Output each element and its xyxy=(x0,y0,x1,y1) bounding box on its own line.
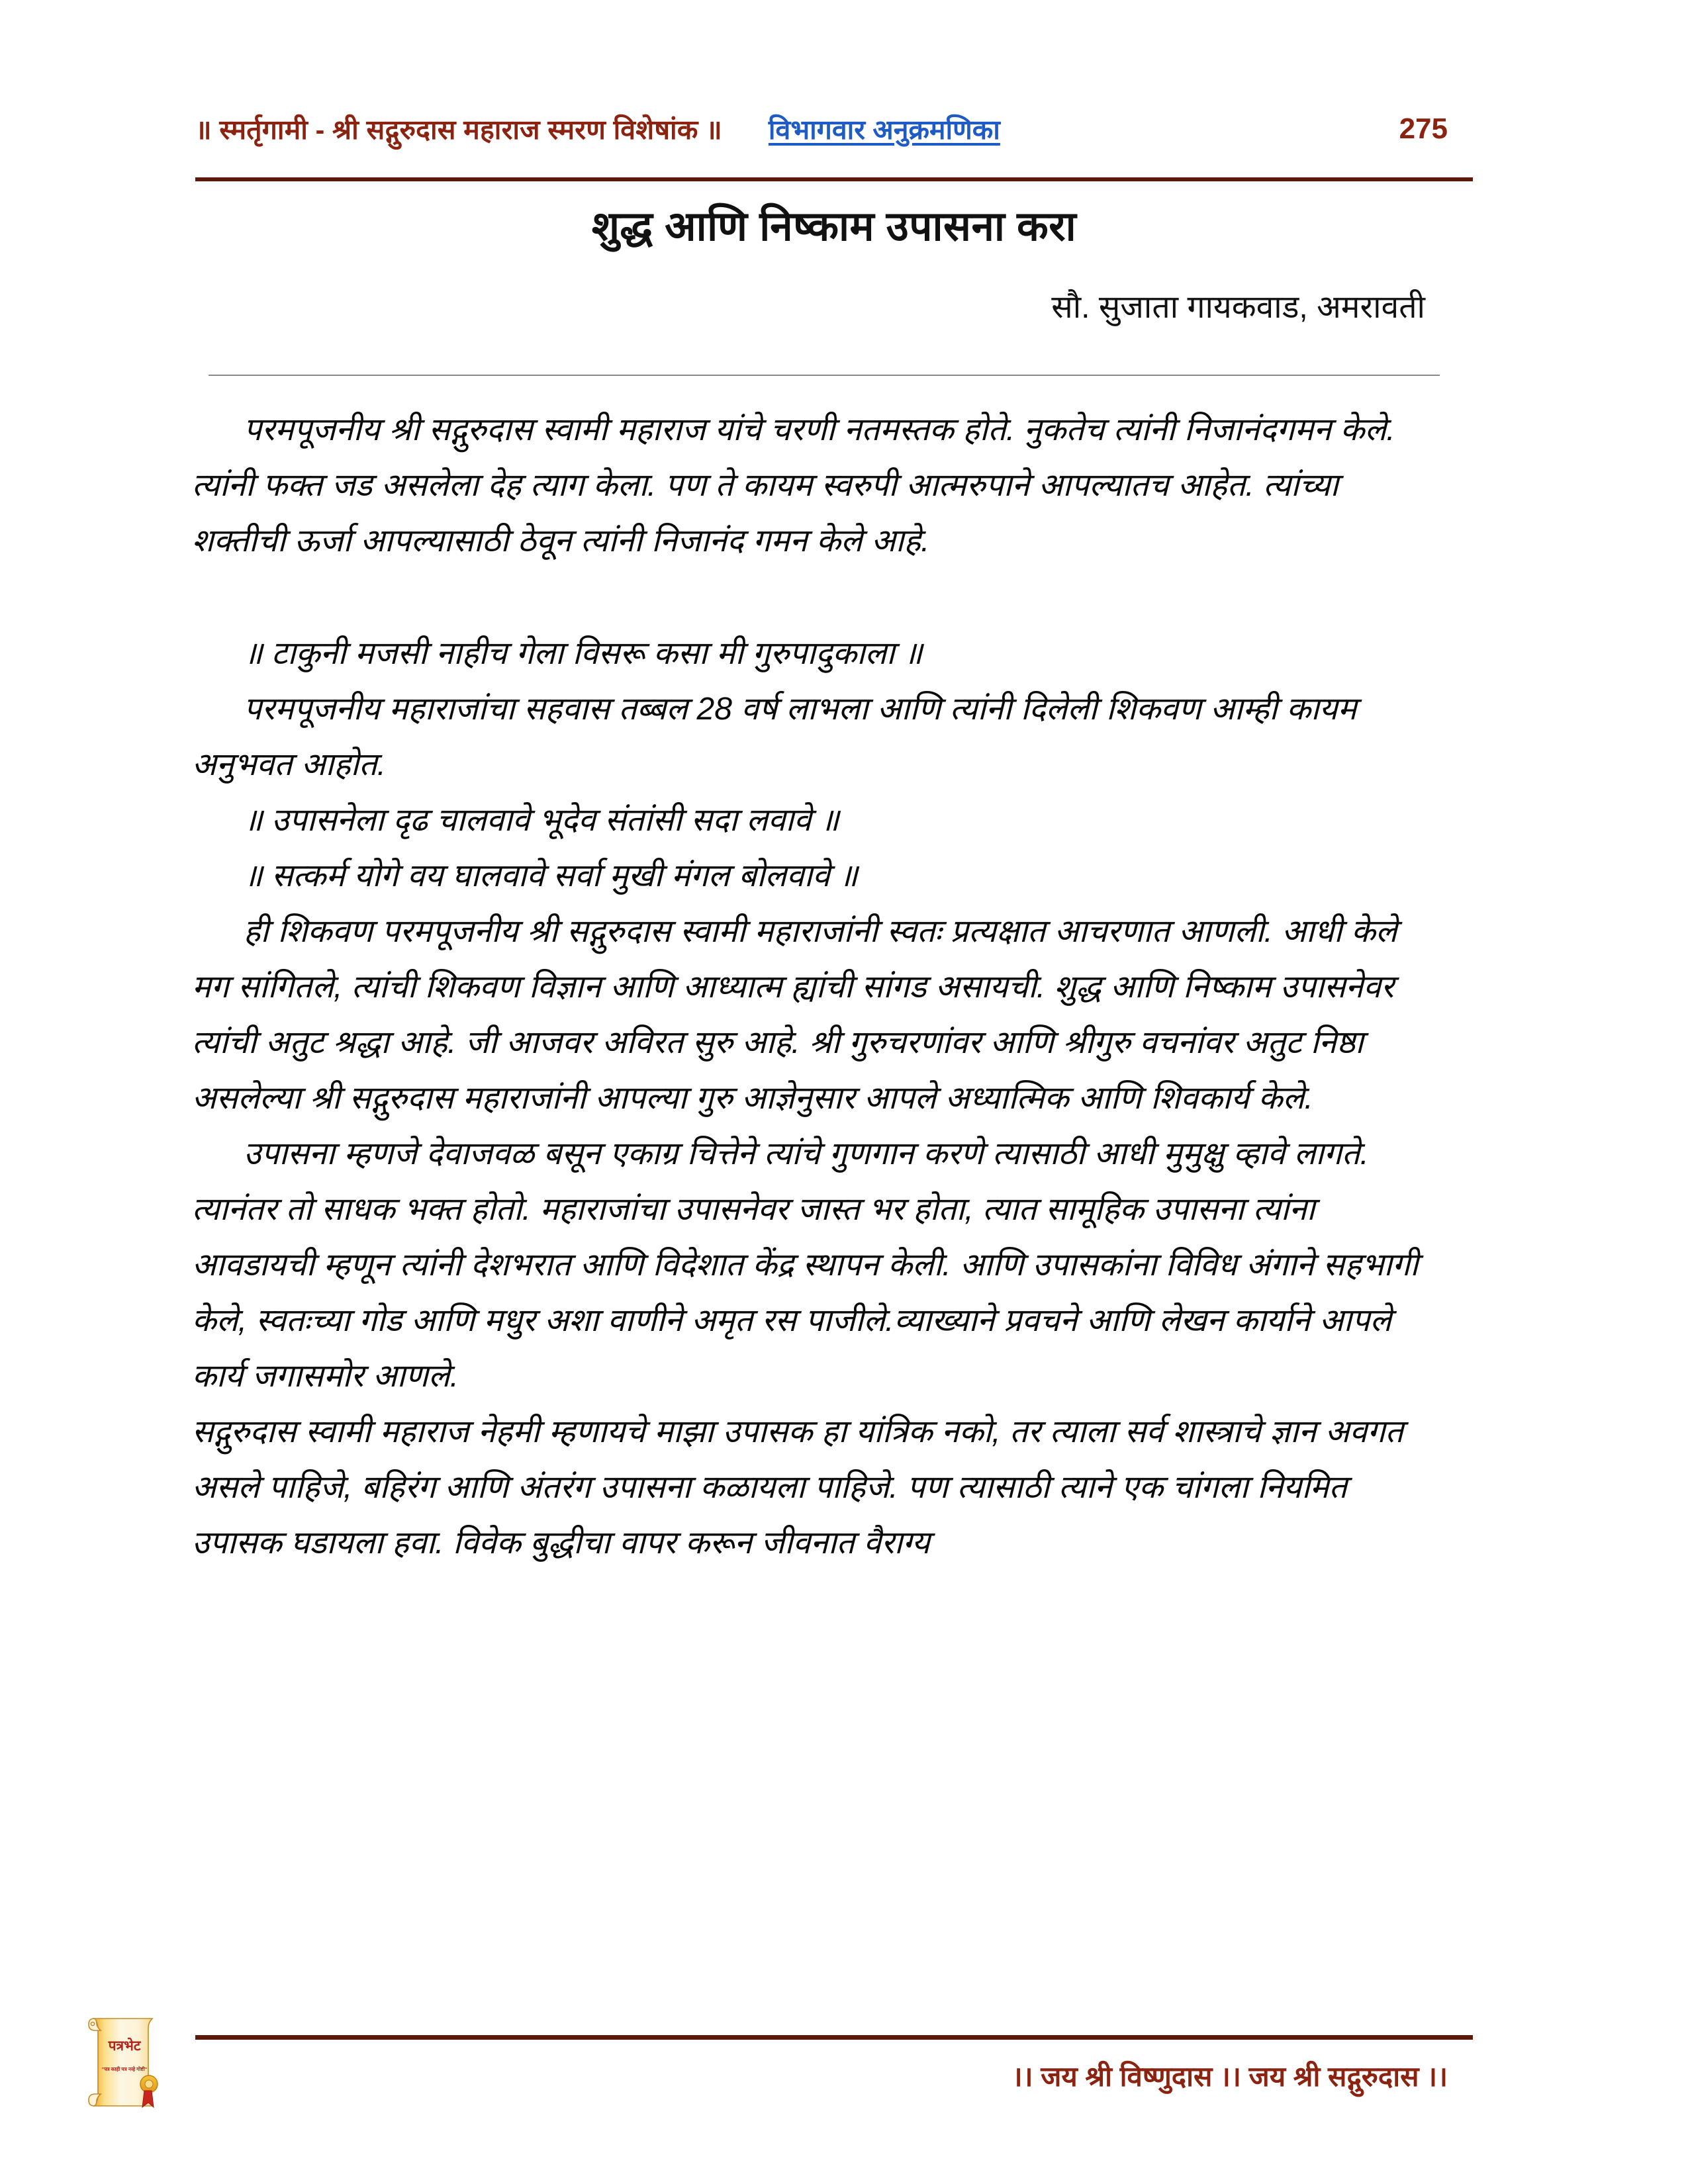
paragraph-5: सद्गुरुदास स्वामी महाराज नेहमी म्हणायचे माझा उपासक हा यांत्रिक नको, तर त्याला सर्व शास्त्राचे ज्ञान अवगत असले पाहिजे, बहिरंग आणि अंतरंग उपासना कळायला पाहिजे. पण त्यासाठी त्याने एक चांगला नियमित उपासक घडायला हवा. विवेक बुद्धीचा वापर करून जीवनात वैराग्य xyxy=(192,1414,1404,1561)
byline-divider xyxy=(209,375,1440,376)
page-number: 275 xyxy=(1399,113,1448,145)
footer-blessing: ।। जय श्री विष्णुदास ।। जय श्री सद्गुरुदास ।। xyxy=(1011,2061,1448,2092)
scroll-icon xyxy=(74,2007,162,2114)
verse-line-3: ॥ सत्कर्म योगे वय घालवावे सर्वा मुखी मंगल बोलवावे ॥ xyxy=(244,858,858,893)
verse-line-2: ॥ उपासनेला दृढ चालवावे भूदेव संतांसी सदा लवावे ॥ xyxy=(244,803,839,838)
index-link[interactable]: विभागवार अनुक्रमणिका xyxy=(768,114,1000,145)
header-special-issue-title: ॥ स्मर्तृगामी - श्री सद्गुरुदास महाराज स्मरण विशेषांक ॥ xyxy=(195,114,722,145)
article-title: शुद्ध आणि निष्काम उपासना करा xyxy=(591,204,1077,250)
paragraph-spacer xyxy=(192,569,1436,626)
paragraph-4: उपासना म्हणजे देवाजवळ बसून एकाग्र चित्तेने त्यांचे गुणगान करणे त्यासाठी आधी मुमुक्षु व्हावे लागते. त्यानंतर तो साधक भक्त होतो. महाराजांचा उपासनेवर जास्त भर होता, त्यात सामूहिक उपासना त्यांना आवडायची म्हणून त्यांनी देशभरात आणि विदेशात केंद्र स्थापन केली. आणि उपासकांना विविध अंगाने सहभागी केले, स्वतःच्या गोड आणि मधुर अशा वाणीने अमृत रस पाजीले.व्याख्याने प्रवचने आणि लेखन कार्याने आपले कार्य जगासमोर आणले. xyxy=(192,1136,1419,1394)
logo-tagline-text: "पत्र काही पत्र नव्हे गोष्टी" xyxy=(101,2066,148,2072)
verse-line-1: ॥ टाकुनी मजसी नाहीच गेला विसरू कसा मी गुरुपादुकाला ॥ xyxy=(244,636,923,671)
article-body xyxy=(192,402,1436,1571)
header-divider xyxy=(195,177,1473,181)
scroll-body xyxy=(94,2019,152,2106)
page-header xyxy=(195,93,1473,165)
paragraph-1: परमपूजनीय श्री सद्गुरुदास स्वामी महाराज यांचे चरणी नतमस्तक होते. नुकतेच त्यांनी निजानंदगमन केले. त्यांनी फक्त जड असलेला देह त्याग केला. पण ते कायम स्वरुपी आत्मरुपाने आपल्यातच आहेत. त्यांच्या शक्तीची ऊर्जा आपल्यासाठी ठेवून त्यांनी निजानंद गमन केले आहे. xyxy=(192,412,1395,559)
article-byline: सौ. सुजाता गायकवाड, अमरावती xyxy=(1051,290,1425,325)
logo-brand-text: पत्रभेट xyxy=(108,2038,141,2054)
footer-divider xyxy=(195,2035,1473,2040)
paragraph-3: ही शिकवण परमपूजनीय श्री सद्गुरुदास स्वामी महाराजांनी स्वतः प्रत्यक्षात आचरणात आणली. आधी केले मग सांगितले, त्यांची शिकवण विज्ञान आणि आध्यात्म ह्यांची सांगड असायची. शुद्ध आणि निष्काम उपासनेवर त्यांची अतुट श्रद्धा आहे. जी आजवर अविरत सुरु आहे. श्री गुरुचरणांवर आणि श्रीगुरु वचनांवर अतुट निष्ठा असलेल्या श्री सद्गुरुदास महाराजांनी आपल्या गुरु आज्ञेनुसार आपले अध्यात्मिक आणि शिवकार्य केले. xyxy=(192,914,1397,1116)
patrabhet-scroll-logo xyxy=(74,2007,162,2114)
paragraph-2: परमपूजनीय महाराजांचा सहवास तब्बल 28 वर्ष लाभला आणि त्यांनी दिलेली शिकवण आम्ही कायम अनुभवत आहोत. xyxy=(192,692,1357,782)
seal-inner xyxy=(145,2080,153,2088)
